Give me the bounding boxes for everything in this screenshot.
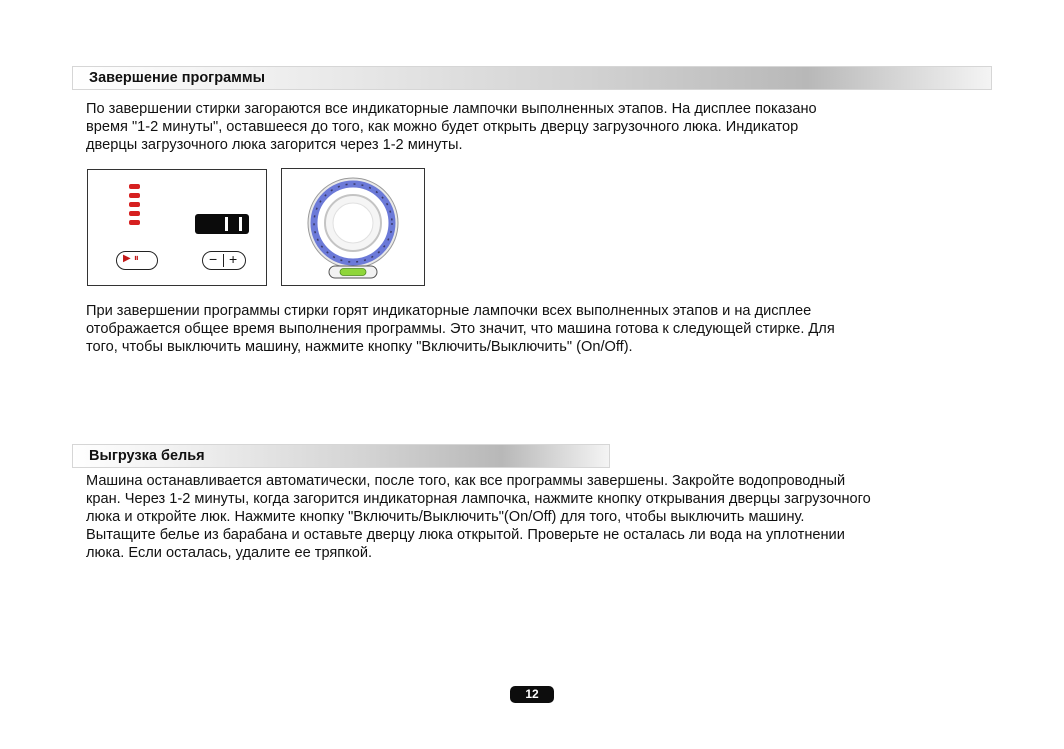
progress-led xyxy=(129,193,140,198)
start-pause-icon: ▶ ⏸ xyxy=(123,253,139,264)
text-line: люка. Если осталась, удалите ее тряпкой. xyxy=(86,545,373,561)
dial-illustration xyxy=(281,168,425,286)
section-header-program-end xyxy=(72,66,992,90)
control-panel-illustration xyxy=(87,169,267,286)
paragraph-program-complete xyxy=(86,302,835,356)
page-number: 12 xyxy=(510,686,554,703)
text-line: кран. Через 1-2 минуты, когда загорится индикаторная лампочка, нажмите кнопку открывания дверцы загрузочного xyxy=(86,491,871,507)
plus-icon[interactable]: + xyxy=(229,251,238,267)
paragraph-program-end xyxy=(86,100,817,154)
text-line: отображается общее время выполнения программы. Это значит, что машина готова к следующей стирке. Для xyxy=(86,321,835,337)
progress-led xyxy=(129,184,140,189)
progress-led xyxy=(129,220,140,225)
text-line: При завершении программы стирки горят индикаторные лампочки всех выполненных этапов и на дисплее xyxy=(86,303,812,319)
program-dial-icon xyxy=(282,169,424,285)
minus-icon[interactable]: − xyxy=(209,251,218,267)
minus-plus-buttons[interactable] xyxy=(202,251,246,270)
text-line: По завершении стирки загораются все индикаторные лампочки выполненных этапов. На дисплее показано xyxy=(86,101,817,117)
progress-led xyxy=(129,202,140,207)
text-line: время "1-2 минуты", оставшееся до того, как можно будет открыть дверцу загрузочного люка. Индикатор xyxy=(86,119,799,135)
paragraph-unloading xyxy=(86,472,871,562)
time-display xyxy=(195,214,249,234)
text-line: люка и откройте люк. Нажмите кнопку "Включить/Выключить"(On/Off) для того, чтобы выключить машину. xyxy=(86,509,805,525)
text-line: Вытащите белье из барабана и оставьте дверцу люка открытой. Проверьте не осталась ли вода на уплотнении xyxy=(86,527,845,543)
section-title: Выгрузка белья xyxy=(89,448,205,464)
text-line: того, чтобы выключить машину, нажмите кнопку "Включить/Выключить" (On/Off). xyxy=(86,339,633,355)
section-title: Завершение программы xyxy=(89,70,265,86)
progress-led xyxy=(129,211,140,216)
start-pause-button[interactable] xyxy=(116,251,158,270)
text-line: дверцы загрузочного люка загорится через 1-2 минуты. xyxy=(86,137,463,153)
section-header-unloading xyxy=(72,444,610,468)
text-line: Машина останавливается автоматически, после того, как все программы завершены. Закройте водопроводный xyxy=(86,473,846,489)
